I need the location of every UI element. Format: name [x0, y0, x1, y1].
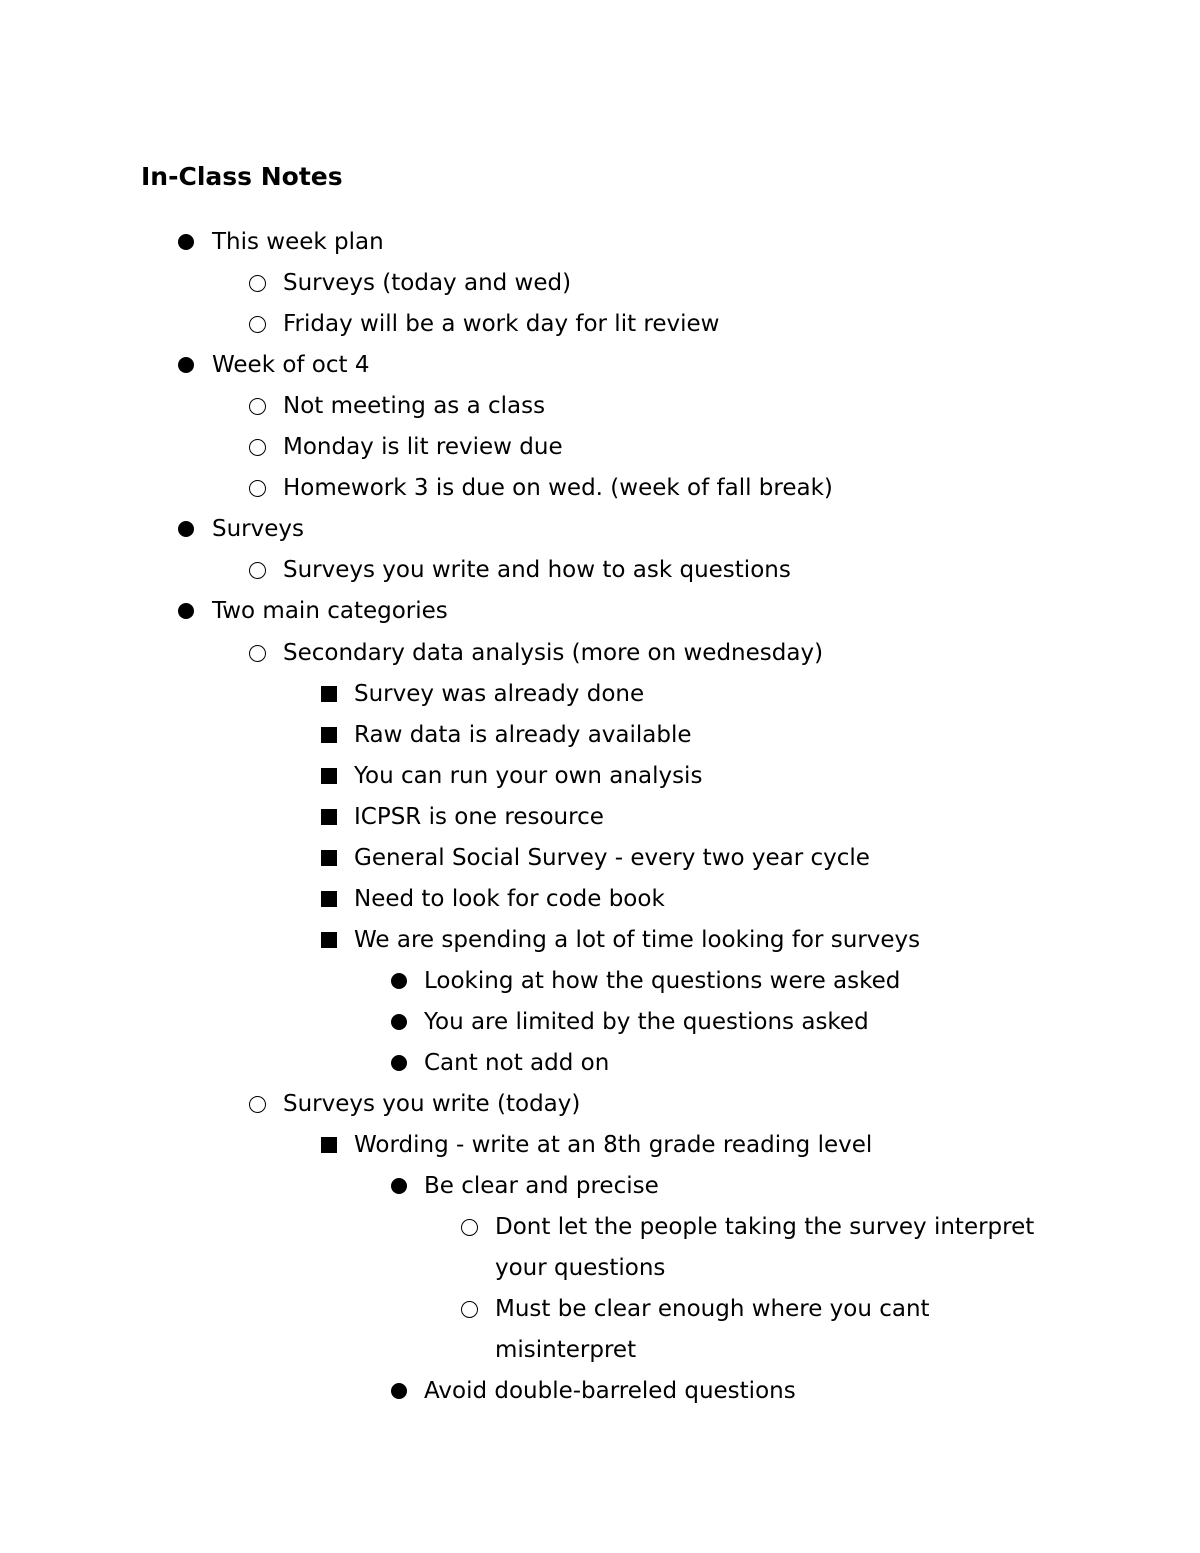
list-item: ICPSR is one resource [354, 804, 604, 830]
list-item: We are spending a lot of time looking for surveys [354, 927, 921, 953]
list-item: Surveys you write and how to ask questions [283, 557, 791, 583]
square-bullet-icon [321, 924, 341, 956]
list-item: Avoid double-barreled questions [424, 1378, 796, 1404]
list-item-continuation: your questions [495, 1255, 666, 1281]
square-bullet-icon [321, 1129, 341, 1161]
list-item: You are limited by the questions asked [424, 1009, 869, 1035]
square-bullet-icon [321, 678, 341, 710]
list-item: General Social Survey - every two year cycle [354, 845, 870, 871]
list-item: Cant not add on [424, 1050, 610, 1076]
disc-bullet-icon [178, 226, 198, 258]
disc-bullet-icon [391, 1170, 411, 1202]
circle-bullet-icon [249, 390, 269, 422]
list-item: Survey was already done [354, 681, 645, 707]
circle-bullet-icon [249, 267, 269, 299]
list-item: Not meeting as a class [283, 393, 546, 419]
list-item: Looking at how the questions were asked [424, 968, 901, 994]
list-item: Two main categories [212, 598, 448, 624]
disc-bullet-icon [178, 595, 198, 627]
square-bullet-icon [321, 801, 341, 833]
disc-bullet-icon [391, 1006, 411, 1038]
list-item: Surveys you write (today) [283, 1091, 581, 1117]
square-bullet-icon [321, 842, 341, 874]
circle-bullet-icon [249, 554, 269, 586]
circle-bullet-icon [249, 1088, 269, 1120]
disc-bullet-icon [178, 349, 198, 381]
list-item: Week of oct 4 [212, 352, 370, 378]
list-item: Raw data is already available [354, 722, 692, 748]
disc-bullet-icon [391, 1375, 411, 1407]
list-item: You can run your own analysis [354, 763, 703, 789]
list-item: Need to look for code book [354, 886, 665, 912]
circle-bullet-icon [249, 637, 269, 669]
page-title: In-Class Notes [141, 162, 343, 191]
disc-bullet-icon [391, 965, 411, 997]
circle-bullet-icon [249, 308, 269, 340]
square-bullet-icon [321, 719, 341, 751]
square-bullet-icon [321, 760, 341, 792]
list-item: Surveys [212, 516, 304, 542]
list-item: Dont let the people taking the survey interpret [495, 1214, 1035, 1240]
list-item: Wording - write at an 8th grade reading level [354, 1132, 873, 1158]
list-item: Monday is lit review due [283, 434, 563, 460]
circle-bullet-icon [461, 1211, 481, 1243]
list-item: Surveys (today and wed) [283, 270, 572, 296]
list-item: Be clear and precise [424, 1173, 659, 1199]
circle-bullet-icon [461, 1293, 481, 1325]
disc-bullet-icon [178, 513, 198, 545]
list-item: Must be clear enough where you cant [495, 1296, 930, 1322]
list-item: Homework 3 is due on wed. (week of fall break) [283, 475, 833, 501]
list-item-continuation: misinterpret [495, 1337, 637, 1363]
list-item: Secondary data analysis (more on wednesday) [283, 640, 824, 666]
square-bullet-icon [321, 883, 341, 915]
circle-bullet-icon [249, 431, 269, 463]
circle-bullet-icon [249, 472, 269, 504]
disc-bullet-icon [391, 1047, 411, 1079]
list-item: Friday will be a work day for lit review [283, 311, 720, 337]
list-item: This week plan [212, 229, 384, 255]
